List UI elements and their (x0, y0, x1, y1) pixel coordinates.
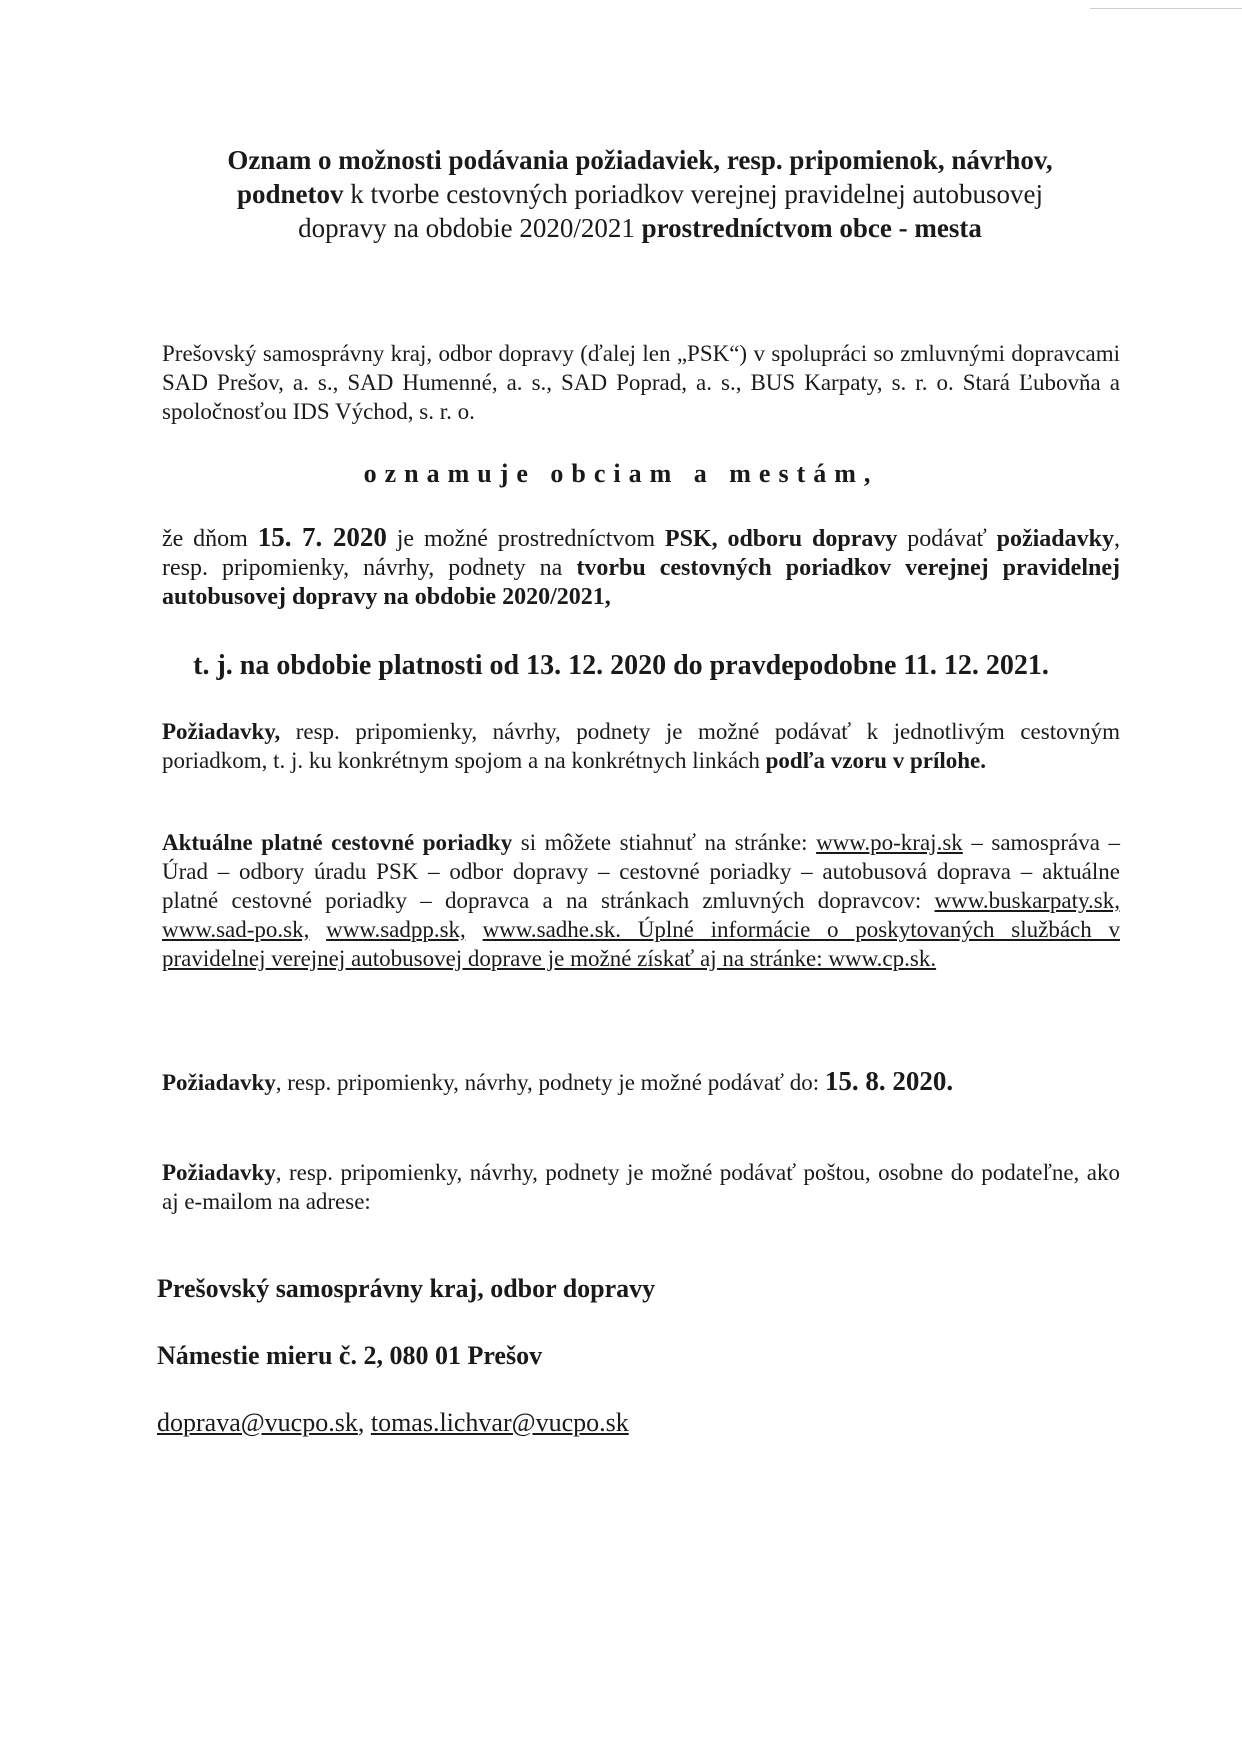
paragraph-requests (162, 717, 1120, 775)
p3-bold: Aktuálne platné cestovné poriadky (162, 830, 513, 855)
title-line-2 (150, 177, 1130, 211)
address-line-2: Námestie mieru č. 2, 080 01 Prešov (157, 1341, 543, 1370)
p4-bold: Požiadavky (162, 1070, 276, 1095)
p3-text-1: si môžete stiahnuť na stránke: (512, 830, 817, 855)
link-po-kraj[interactable]: www.po-kraj.sk (816, 830, 963, 855)
paragraph-deadline (162, 1067, 1120, 1097)
deadline-date: 15. 8. 2020. (824, 1066, 954, 1096)
intro-paragraph: Prešovský samosprávny kraj, odbor dopravy (ďalej len „PSK“) v spolupráci so zmluvnými dopravcami SAD Prešov, a. s., SAD Humenné, a. s., SAD Poprad, a. s., BUS Karpaty, s. r. o. Stará Ľubovňa a spoločnosťou IDS Východ, s. r. o. (162, 341, 1120, 424)
p5-bold: Požiadavky (162, 1160, 276, 1185)
paragraph-timetables (162, 828, 1120, 973)
announce-heading: oznamuje obciam a mestám, (363, 459, 879, 488)
p4-text: , resp. pripomienky, návrhy, podnety je možné podávať do: (275, 1070, 825, 1095)
email-doprava[interactable]: doprava@vucpo.sk (157, 1408, 358, 1437)
p1-poziadavky: požiadavky (996, 526, 1115, 552)
paragraph-announcement (162, 523, 1120, 612)
title-line-2-rest: k tvorbe cestovných poriadkov verejnej pravidelnej autobusovej (343, 179, 1044, 209)
p1-psk: PSK, odboru dopravy (664, 526, 898, 552)
p2-bold-2: podľa vzoru v prílohe. (765, 748, 986, 773)
p1-text-3: podávať (897, 526, 997, 552)
validity-period: t. j. na obdobie platnosti od 13. 12. 2020 do pravdepodobne 11. 12. 2021. (193, 650, 1049, 681)
paragraph-submission (162, 1158, 1120, 1216)
scan-edge-line (1090, 8, 1242, 9)
email-contacts (157, 1408, 629, 1438)
p1-text-2: je možné prostredníctvom (386, 526, 665, 552)
email-separator: , (357, 1408, 371, 1437)
p1-text-1: že dňom (162, 526, 258, 552)
p5-text: , resp. pripomienky, návrhy, podnety je možné podávať poštou, osobne do podateľne, ako aj e-mailom na adrese: (162, 1160, 1120, 1214)
document-title (150, 143, 1130, 245)
title-line-1: Oznam o možnosti podávania požiadaviek, resp. pripomienok, návrhov, (227, 145, 1053, 175)
p1-tvorba: tvorbu cestovných poriadkov verejnej pravidelnej autobusovej dopravy na obdobie 2020/2021, (162, 555, 1120, 610)
link-buskarpaty[interactable]: www.buskarpaty.sk, (934, 888, 1120, 913)
title-line-3-bold: prostredníctvom obce - mesta (641, 213, 982, 243)
link-sadhe-cp[interactable]: www.sadhe.sk. Úplné informácie o poskytovaných službách v pravidelnej verejnej autobusovej doprave je možné získať aj na stránke: www.cp.sk. (162, 917, 1121, 971)
p1-start-date: 15. 7. 2020 (257, 522, 387, 552)
p3-text-2: – samospráva – Úrad – odbory úradu PSK – odbor dopravy – cestovné poriadky – autobusová doprava – aktuálne platné cestovné poriadky – dopravca a na stránkach zmluvných dopravcov: (162, 830, 1121, 913)
link-sad-po[interactable]: www.sad-po.sk, (162, 917, 310, 942)
title-line-3 (150, 211, 1130, 245)
p2-text: resp. pripomienky, návrhy, podnety je možné podávať k jednotlivým cestovným poriadkom, t. j. ku konkrétnym spojom a na konkrétnych linkách (162, 719, 1120, 773)
link-sadpp[interactable]: www.sadpp.sk, (326, 917, 466, 942)
email-lichvar[interactable]: tomas.lichvar@vucpo.sk (370, 1408, 629, 1437)
p2-bold-1: Požiadavky, (162, 719, 281, 744)
p1-text-4: , resp. pripomienky, návrhy, podnety na (162, 526, 1121, 581)
title-line-2-bold: podnetov (236, 179, 344, 209)
address-line-1: Prešovský samosprávny kraj, odbor dopravy (157, 1274, 656, 1303)
title-line-3-normal: dopravy na obdobie 2020/2021 (298, 213, 642, 243)
